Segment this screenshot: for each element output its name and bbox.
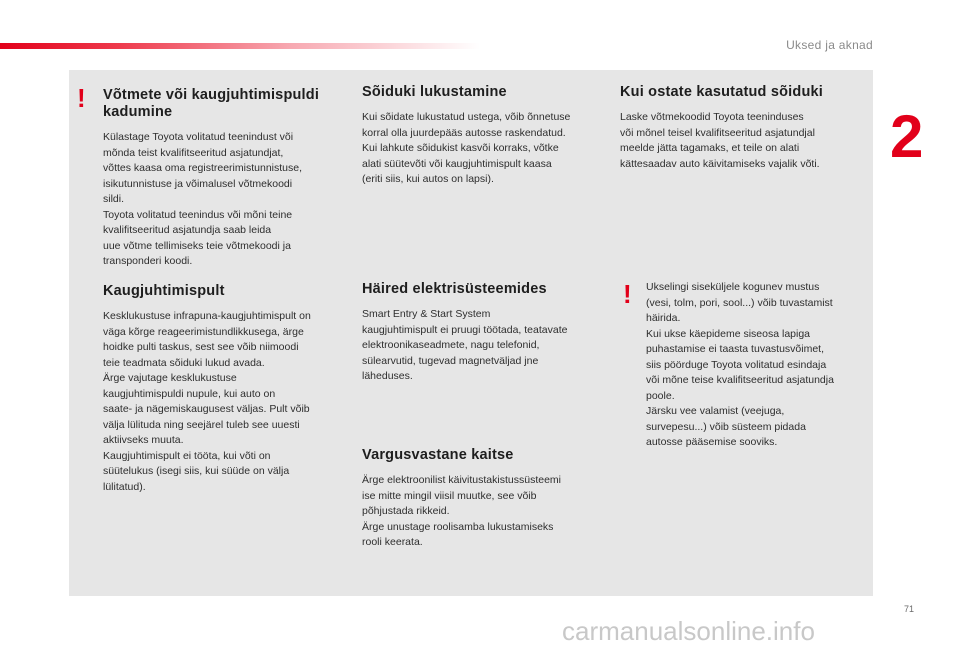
used-vehicle-title: Kui ostate kasutatud sõiduki [620,84,823,100]
vehicle-locking-section [362,84,610,188]
section-title: Uksed ja aknad [786,38,873,52]
lost-keys-title: Võtmete või kaugjuhtimispuldi kadumine [103,87,320,120]
warning-icon: ! [77,83,86,113]
electrical-interference-title: Häired elektrisüsteemides [362,281,547,297]
lost-keys-section [103,87,348,270]
used-vehicle-section [620,84,865,172]
anti-theft-title: Vargusvastane kaitse [362,447,514,463]
page-number: 71 [904,604,915,614]
top-accent-bar [0,43,480,49]
electrical-interference-text: Smart Entry & Start System kaugjuhtimispult ei pruugi töötada, teatavate elektroonikaseadmete, nagu telefonid, sülearvutid, tugevad magnetväljad jne läheduses. [362,308,568,382]
door-handle-dirt-text: Ukselingi siseküljele kogunev mustus (vesi, tolm, pori, sool...) võib tuvastamist häirida. Kui ukse käepideme siseosa lapiga puhastamise ei taasta tuvastusvõimet, siis pöörduge Toyota volitatud esindaja või mõne teise kvalifitseeritud asjatundja poole. Järsku vee valamist (veejuga, survepesu...) võib süsteem pidada autosse pääsemise sooviks. [646,281,834,448]
used-vehicle-text: Laske võtmekoodid Toyota teeninduses või mõnel teisel kvalifitseeritud asjatundjal meelde jätta tagamaks, et teile on alati kättesaadav auto käivitamiseks vajalik võti. [620,111,820,170]
lost-keys-text: Külastage Toyota volitatud teenindust või mõnda teist kvalifitseeritud asjatundjat, võttes kaasa oma registreerimistunnistuse, isikutunnistuse ja võimalusel võtmekoodi sildi. Toyota volitatud teenindus või mõni teine kvalifitseeritud asjatundja saab leida uue võtme tellimiseks teie võtmekoodi ja transponderi koodi. [103,131,303,267]
door-handle-dirt-section [646,280,868,451]
remote-control-text: Kesklukustuse infrapuna-kaugjuhtimispult on väga kõrge reageerimistundlikkusega, ärge hoidke pulti taskus, sest see võib niimoodi teie teadmata sõiduki lukud avada. Ärge vajutage kesklukustuse kaugjuhtimispuldi nupule, kui auto on saate- ja nägemiskaugusest väljas. Pult võib välja lülituda ning seejärel tuleb see uuesti aktiivseks muuta. Kaugjuhtimispult ei tööta, kui võti on süütelukus (isegi siis, kui süüde on välja lülitatud). [103,310,311,493]
vehicle-locking-title: Sõiduki lukustamine [362,84,507,100]
anti-theft-section [362,447,610,551]
anti-theft-text: Ärge elektroonilist käivitustakistussüsteemi ise mitte mingil viisil muutke, see võib põhjustada rikkeid. Ärge unustage roolisamba lukustamiseks rooli keerata. [362,474,561,548]
electrical-interference-section [362,281,610,385]
remote-control-title: Kaugjuhtimispult [103,283,225,299]
remote-control-section [103,283,353,495]
chapter-number: 2 [890,103,924,170]
warning-icon: ! [623,279,632,309]
watermark: carmanualsonline.info [562,616,815,646]
vehicle-locking-text: Kui sõidate lukustatud ustega, võib õnnetuse korral olla juurdepääs autosse raskendatud. Kui lahkute sõidukist kasvõi korraks, võtke alati süütevõti või kaugjuhtimispult kaasa (eriti siis, kui autos on lapsi). [362,111,571,185]
